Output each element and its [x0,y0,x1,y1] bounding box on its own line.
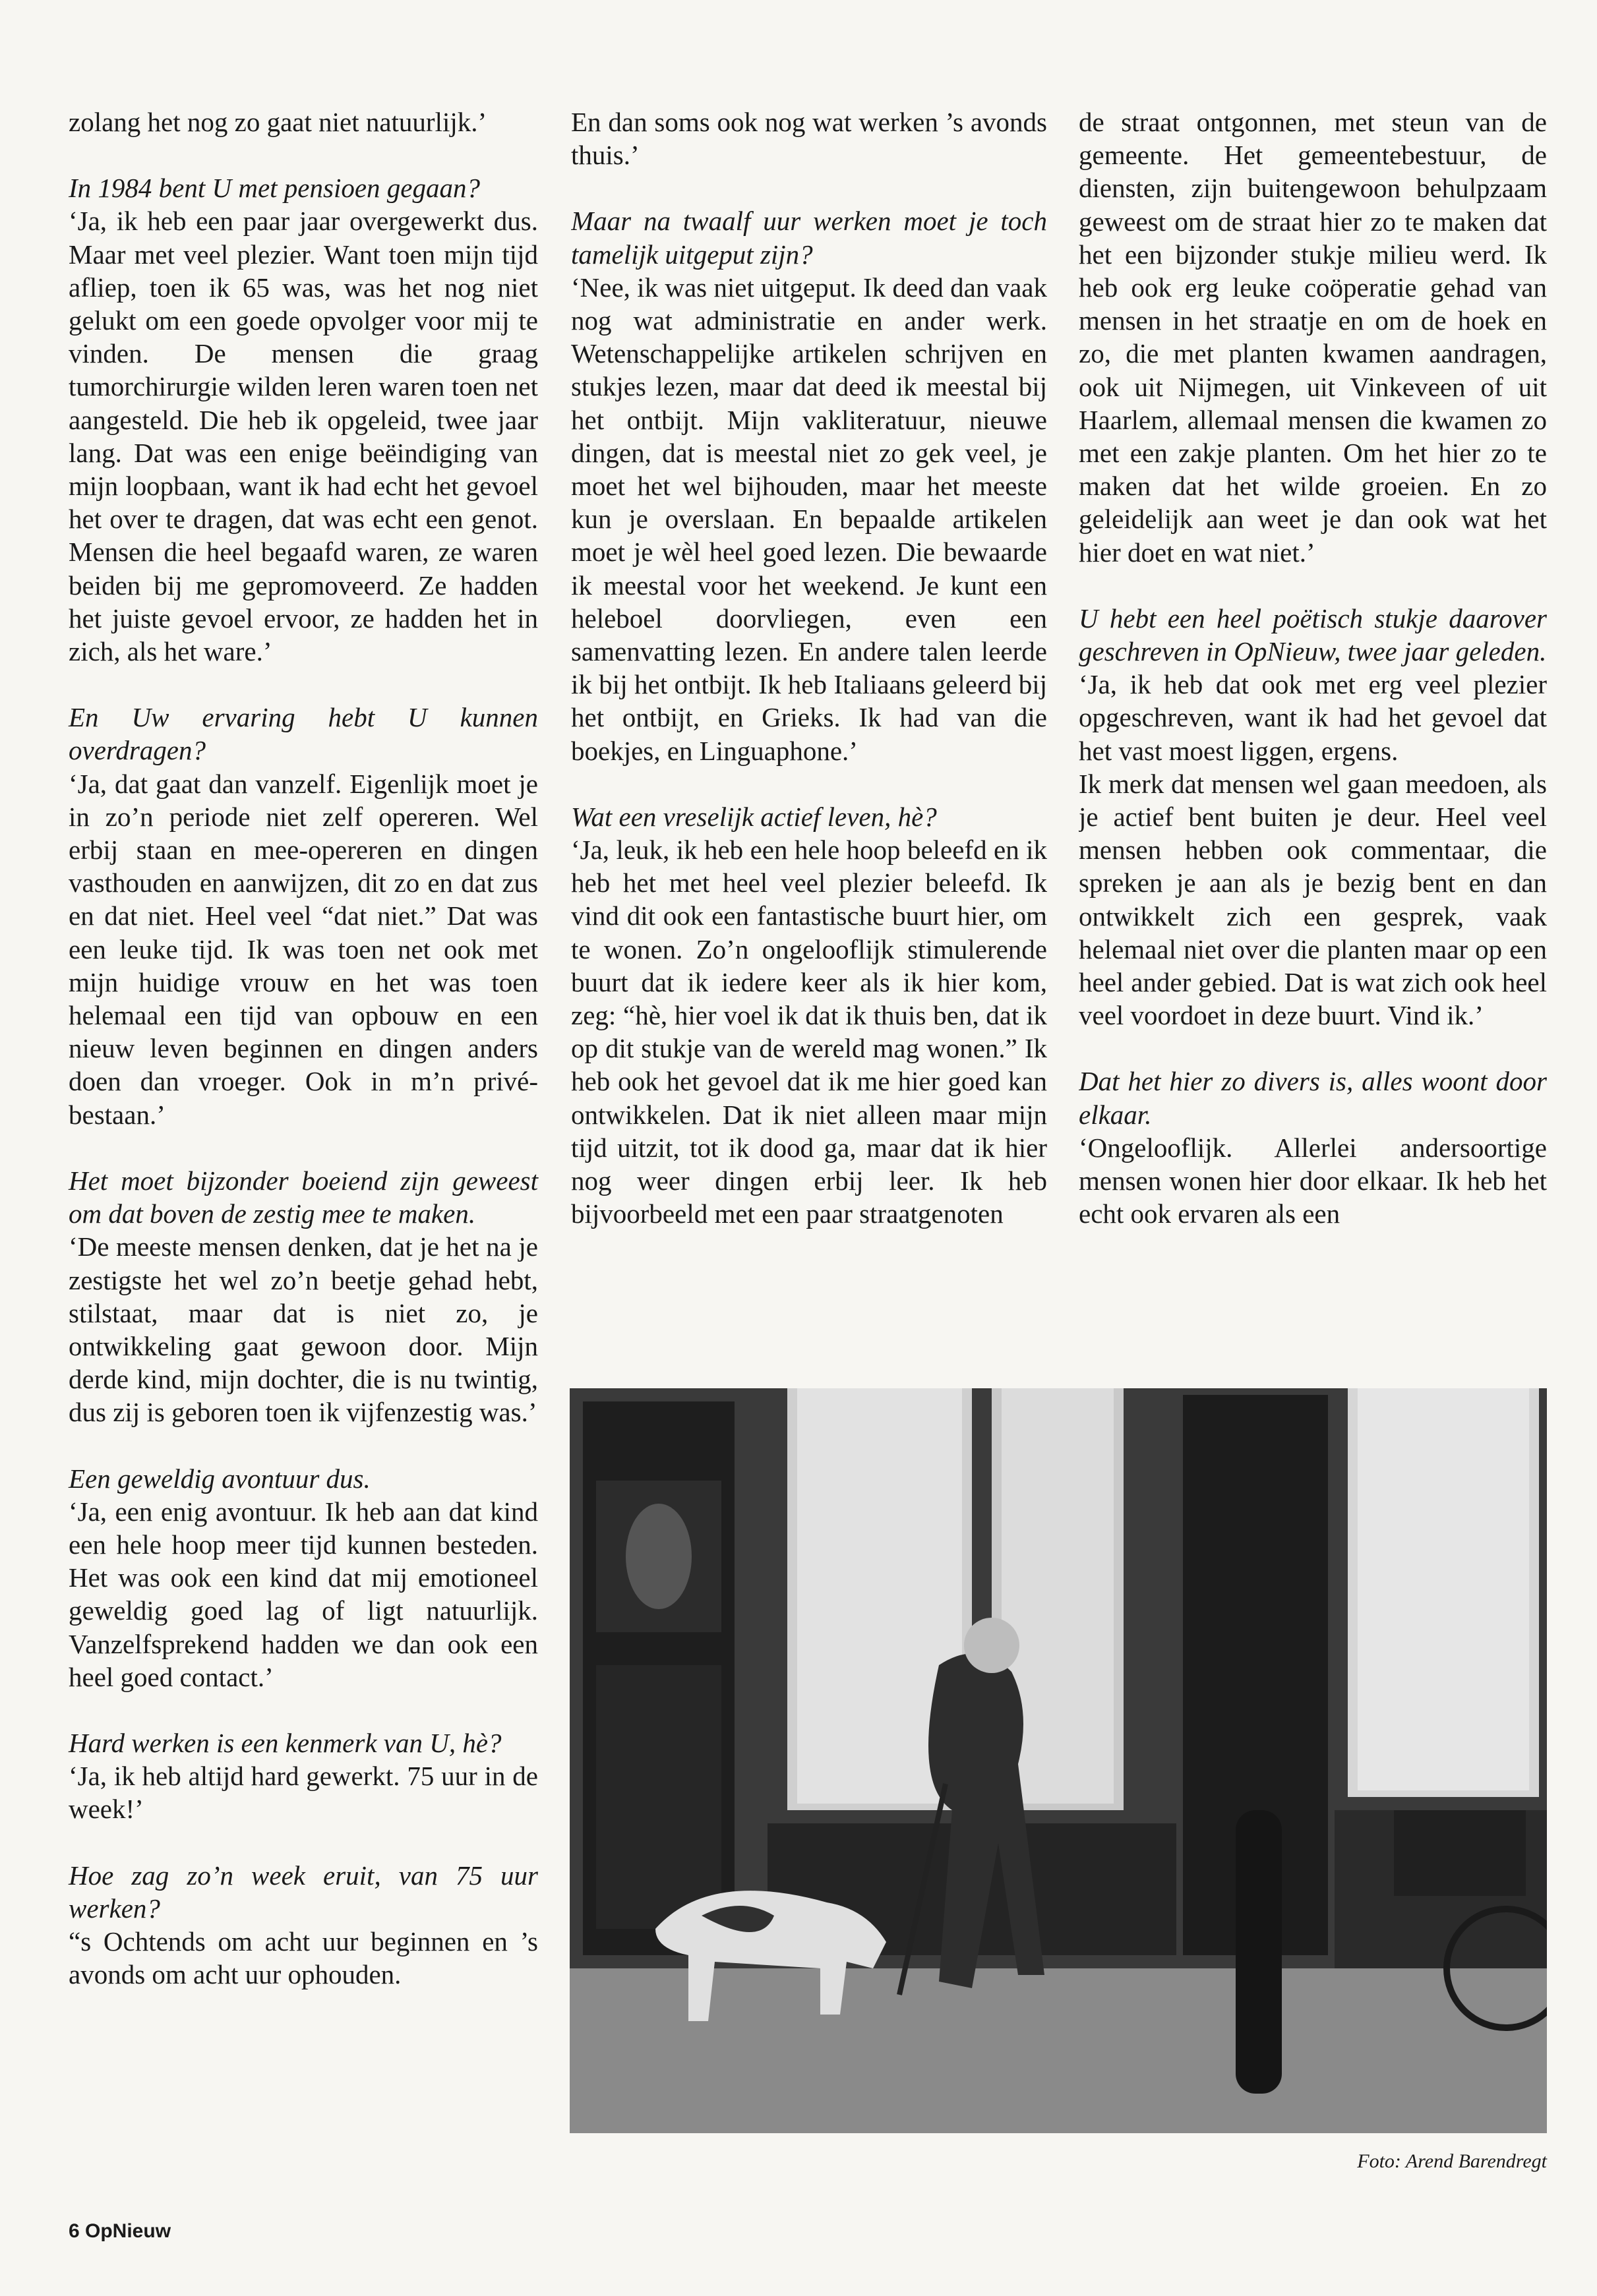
paragraph [69,105,538,138]
answer-text: “s Ochtends om acht uur beginnen en ’s avonds om acht uur ophouden. [69,1926,538,1990]
text-column-1 [69,105,538,1991]
answer-text: ‘Ja, dat gaat dan vanzelf. Eigenlijk moet je in zo’n periode niet zelf opereren. Wel erbij staan en mee-opereren en dingen vasthouden en aanwijzen, dit zo en dat zus en dat niet. Heel veel “dat niet.” Dat was een leuke tijd. Ik was toen net ook met mijn huidige vrouw en het was toen helemaal een tijd van opbouw en een nieuw leven beginnen en dingen anders doen dan vroeger. Ook in m’n privé-bestaan.’ [69,768,538,1130]
qa-block [1079,602,1547,1032]
answer-text: ‘Ja, ik heb altijd hard gewerkt. 75 uur in de week!’ [69,1761,538,1825]
text-column-3 [1079,105,1547,1378]
photo-credit: Foto: Arend Barendregt [1357,2150,1547,2172]
answer-text: ‘Ongelooflijk. Allerlei andersoortige mensen wonen hier door elkaar. Ik heb het echt ook ervaren als een [1079,1132,1547,1229]
question-text: In 1984 bent U met pensioen gegaan? [69,173,480,204]
question-text: Het moet bijzonder boeiend zijn geweest om dat boven de zestig mee te maken. [69,1165,538,1229]
answer-text: de straat ontgonnen, met steun van de gemeente. Het gemeentebestuur, de diensten, zijn buitengewoon behulpzaam geweest om de straat hier zo te maken dat het een bijzonder stukje milieu werd. Ik heb ook erg leuke coöperatie gehad van mensen in het straatje en om de hoek en zo, die met planten kwamen aandragen, ook uit Nijmegen, uit Vinkeveen of uit Haarlem, allemaal mensen die kwamen zo met een zakje planten. Om het hier zo te maken dat het wilde groeien. En zo geleidelijk aan weet je dan ook wat het hier doet en wat niet.’ [1079,107,1547,568]
photo-illustration [570,1388,1547,2133]
pavement [570,1968,1547,2133]
question-text: Hard werken is een kenmerk van U, hè? [69,1727,502,1758]
page-folio: 6 OpNieuw [69,2220,171,2242]
qa-block [571,800,1047,1231]
qa-block [69,1726,538,1826]
answer-text: ‘Ja, ik heb een paar jaar overgewerkt dus. Maar met veel plezier. Want toen mijn tijd afliep, toen ik 65 was, was het nog niet gelukt om een goede opvolger voor mij te vinden. De mensen die graag tumorchirurgie wilden leren waren toen net aangesteld. Die heb ik opgeleid, twee jaar lang. Dat was een enige beëindiging van mijn loopbaan, want ik had echt het gevoel het over te dragen, dat was echt een genot. Mensen die heel begaafd waren, ze waren beiden bij me gepromoveerd. Ze hadden het juiste gevoel ervoor, ze hadden het in zich, als het ware.’ [69,206,538,667]
paragraph [571,105,1047,171]
answer-text: ‘Ja, ik heb dat ook met erg veel plezier opgeschreven, want ik had het gevoel dat het vast moest liggen, ergens. [1079,669,1547,766]
question-text: Een geweldig avontuur dus. [69,1463,371,1494]
question-text: Dat het hier zo divers is, alles woont door elkaar. [1079,1066,1547,1130]
qa-block [1079,1065,1547,1230]
text-column-2 [571,105,1047,1378]
answer-text: ‘De meeste mensen denken, dat je het na je zestigste het wel zo’n beetje gehad hebt, stilstaat, maar dat is niet zo, je ontwikkeling gaat gewoon door. Mijn derde kind, mijn dochter, die is nu twintig, dus zij is geboren toen ik vijfenzestig was.’ [69,1231,538,1428]
bollard [1236,1810,1282,2094]
answer-text: zolang het nog zo gaat niet natuurlijk.’ [69,107,487,137]
street-photo [570,1388,1547,2133]
qa-block [69,1859,538,1991]
qa-block [69,1462,538,1693]
qa-block [69,701,538,1131]
question-text: Hoe zag zo’n week eruit, van 75 uur werken? [69,1860,538,1924]
paragraph [1079,105,1547,569]
qa-block [69,1164,538,1429]
question-text: Wat een vreselijk actief leven, hè? [571,801,937,832]
question-text: U hebt een heel poëtisch stukje daarover geschreven in OpNieuw, twee jaar geleden. [1079,603,1547,667]
qa-block [571,204,1047,767]
answer-text: Ik merk dat mensen wel gaan meedoen, als je actief bent buiten je deur. Heel veel mensen hebben ook commentaar, die spreken je aan als je bezig bent en dan ontwikkelt zich een gesprek, vaak helemaal niet over die planten maar op een heel ander gebied. Dat is wat zich ook heel veel voordoet in deze buurt. Vind ik.’ [1079,768,1547,1031]
answer-text: ‘Nee, ik was niet uitgeput. Ik deed dan vaak nog wat administratie en ander werk. Wetenschappelijke artikelen schrijven en stukjes lezen, maar dat deed ik meestal bij het ontbijt. Mijn vakliteratuur, nieuwe dingen, dat is meestal niet zo gek veel, je moet het wel bijhouden, maar het meeste kun je overslaan. En bepaalde artikelen moet je wèl heel goed lezen. Die bewaarde ik meestal voor het weekend. Je kunt een heleboel doorvliegen, even een samenvatting lezen. En andere talen leerde ik bij het ontbijt. Ik heb Italiaans geleerd bij het ontbijt, en Grieks. Ik had van die boekjes, en Linguaphone.’ [571,272,1047,766]
question-text: Maar na twaalf uur werken moet je toch tamelijk uitgeput zijn? [571,206,1047,270]
answer-text: ‘Ja, een enig avontuur. Ik heb aan dat kind een hele hoop meer tijd kunnen besteden. Het was ook een kind dat mij emotioneel geweldig goed lag of ligt natuurlijk. Vanzelfsprekend hadden we dan ook een heel goed contact.’ [69,1496,538,1692]
answer-text: ‘Ja, leuk, ik heb een hele hoop beleefd en ik heb het met heel veel plezier beleefd. Ik vind dit ook een fantastische buurt hier, om te wonen. Zo’n ongelooflijk stimulerende buurt dat ik iedere keer als ik hier kom, zeg: “hè, hier voel ik dat ik thuis ben, dat ik op dit stukje van de wereld mag wonen.” Ik heb ook het gevoel dat ik me hier goed kan ontwikkelen. Dat ik niet alleen maar mijn tijd uitzit, tot ik dood ga, maar dat ik hier nog weer dingen erbij leer. Ik heb bijvoorbeeld met een paar straatgenoten [571,835,1047,1229]
answer-text: En dan soms ook nog wat werken ’s avonds thuis.’ [571,107,1047,171]
qa-block [69,171,538,668]
question-text: En Uw ervaring hebt U kunnen overdragen? [69,702,538,766]
